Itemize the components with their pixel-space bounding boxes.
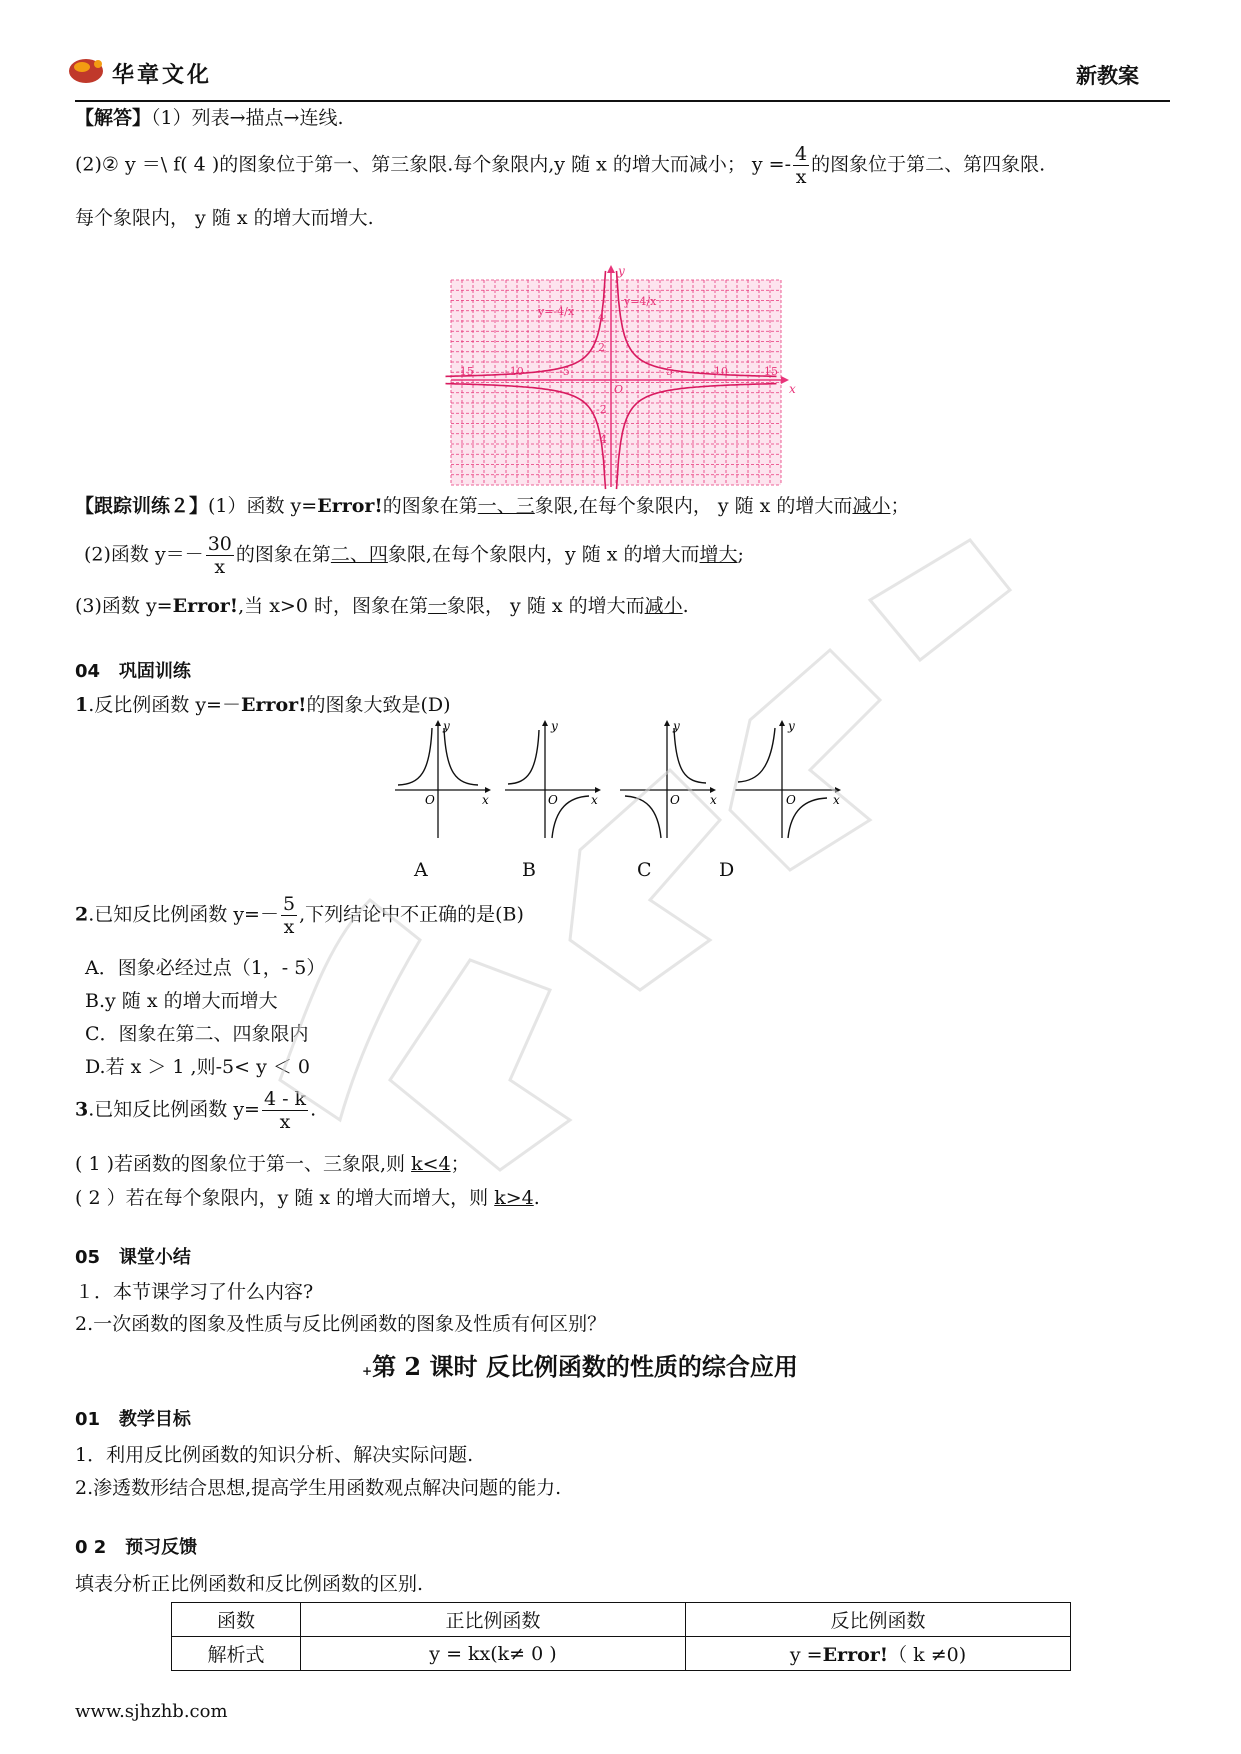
svg-text:O: O bbox=[670, 793, 680, 807]
x-tick-label: 5 bbox=[666, 365, 673, 378]
curve-label-negative: y=-4/x bbox=[538, 305, 575, 318]
q2-option: D.若 x ＞ 1 ,则-5< y ＜ 0 bbox=[85, 1056, 310, 1078]
goal-item: 2.渗透数形结合思想,提高学生用函数观点解决问题的能力. bbox=[75, 1477, 562, 1499]
table-header-row bbox=[172, 1603, 1071, 1637]
q2-option: A．图象必经过点（1，- 5） bbox=[85, 957, 326, 979]
option-b-graph bbox=[505, 719, 601, 838]
q2-option: C．图象在第二、四象限内 bbox=[85, 1023, 309, 1045]
track-line-1: 【跟踪训练２】(1）函数 y=Error!的图象在第一、三象限,在每个象限内， y 随 x 的增大而减小； bbox=[75, 495, 910, 517]
x-tick-label: -5 bbox=[559, 365, 570, 378]
section-04-heading: 04 巩固训练 bbox=[75, 661, 191, 682]
answer-line-3: 每个象限内， y 随 x 的增大而增大. bbox=[75, 207, 374, 229]
table-row-label: 解析式 bbox=[172, 1637, 301, 1671]
option-label-a: A bbox=[414, 859, 428, 881]
x-axis-label: x bbox=[789, 382, 796, 396]
q2-option: B.y 随 x 的增大而增大 bbox=[85, 990, 278, 1012]
question-3: 3.已知反比例函数 y= $\frac{4 - k}{x}$ . bbox=[75, 1088, 317, 1133]
table-cell: y = kx(k≠ 0 ) bbox=[301, 1637, 686, 1671]
y-tick-label: 4 bbox=[598, 311, 605, 324]
header-divider bbox=[75, 100, 1170, 102]
svg-text:x: x bbox=[591, 793, 598, 807]
logo-icon bbox=[68, 56, 108, 84]
footer-url: www.sjhzhb.com bbox=[75, 1701, 228, 1722]
answer-line-2: (2)② y ＝\ f( 4 )的图象位于第一、第三象限.每个象限内,y 随 x 的增大而减小； y =- $\frac{4}{x}$ 的图象位于第二、第四象限. bbox=[75, 143, 1046, 188]
table-row bbox=[172, 1637, 1071, 1671]
y-axis-arrow-icon bbox=[607, 265, 615, 273]
watermark bbox=[250, 520, 1050, 1260]
svg-text:x: x bbox=[482, 793, 489, 807]
option-d-graph bbox=[735, 719, 841, 838]
preview-intro: 填表分析正比例函数和反比例函数的区别. bbox=[75, 1573, 424, 1595]
curve-label-positive: y=4/x bbox=[624, 295, 657, 308]
option-label-c: C bbox=[637, 859, 652, 881]
summary-item: 2.一次函数的图象及性质与反比例函数的图象及性质有何区别？ bbox=[75, 1313, 607, 1335]
origin-label: O bbox=[614, 383, 624, 396]
svg-text:y: y bbox=[443, 719, 450, 733]
x-tick-label: 15 bbox=[764, 365, 778, 378]
table-cell: y =Error!（ k ≠0) bbox=[686, 1637, 1071, 1671]
option-label-d: D bbox=[719, 859, 735, 881]
svg-text:x: x bbox=[710, 793, 717, 807]
goal-item: 1．利用反比例函数的知识分析、解决实际问题. bbox=[75, 1444, 474, 1466]
section-02-heading: 0 2 预习反馈 bbox=[75, 1537, 198, 1558]
q3-part-1: ( 1 )若函数的图象位于第一、三象限,则 k<4； bbox=[75, 1153, 470, 1175]
lesson-title: +第 2 课时 反比例函数的性质的综合应用 bbox=[362, 1352, 798, 1381]
svg-text:y: y bbox=[551, 719, 558, 733]
svg-text:y: y bbox=[788, 719, 795, 733]
summary-item: １．本节课学习了什么内容? bbox=[75, 1281, 314, 1303]
svg-text:O: O bbox=[425, 793, 435, 807]
track-line-3: (3)函数 y=Error!,当 x>0 时，图象在第一象限， y 随 x 的增大而减小. bbox=[75, 595, 689, 617]
table-header-cell: 函数 bbox=[172, 1603, 301, 1637]
q1-option-graphs bbox=[390, 718, 850, 843]
section-01-heading: 01 教学目标 bbox=[75, 1409, 191, 1430]
x-tick-label: -10 bbox=[506, 365, 524, 378]
x-axis-arrow-icon bbox=[781, 376, 789, 384]
y-tick-label: 2 bbox=[598, 341, 605, 354]
option-c-graph bbox=[620, 719, 717, 838]
x-tick-label: -15 bbox=[456, 365, 474, 378]
table-header-cell: 反比例函数 bbox=[686, 1603, 1071, 1637]
svg-text:x: x bbox=[833, 793, 840, 807]
comparison-table bbox=[171, 1602, 1071, 1671]
track-line-2: (2)函数 y＝－ $\frac{30}{x}$ 的图象在第二、四象限,在每个象限内，y 随 x 的增大而增大; bbox=[84, 533, 744, 578]
answer-line-1: 【解答】（1）列表→描点→连线. bbox=[75, 107, 344, 129]
header-right-label: 新教案 bbox=[1076, 64, 1139, 88]
y-axis-label: y bbox=[618, 264, 625, 278]
svg-text:O: O bbox=[548, 793, 558, 807]
section-05-heading: 05 课堂小结 bbox=[75, 1247, 191, 1268]
y-tick-label: -4 bbox=[596, 433, 607, 446]
y-tick-label: -2 bbox=[596, 403, 607, 416]
table-header-cell: 正比例函数 bbox=[301, 1603, 686, 1637]
hyperbola-graph bbox=[446, 264, 796, 490]
question-1: 1.反比例函数 y=－Error!的图象大致是(D) bbox=[75, 694, 451, 716]
option-a-graph bbox=[395, 719, 491, 838]
question-2: 2.已知反比例函数 y=－ $\frac{5}{x}$ ,下列结论中不正确的是(B) bbox=[75, 893, 524, 938]
q3-part-2: ( 2 ）若在每个象限内，y 随 x 的增大而增大，则 k>4. bbox=[75, 1187, 540, 1209]
x-tick-label: 10 bbox=[714, 365, 728, 378]
svg-text:y: y bbox=[673, 719, 680, 733]
svg-text:O: O bbox=[786, 793, 796, 807]
brand-name: 华章文化 bbox=[112, 63, 213, 88]
option-label-b: B bbox=[522, 859, 536, 881]
